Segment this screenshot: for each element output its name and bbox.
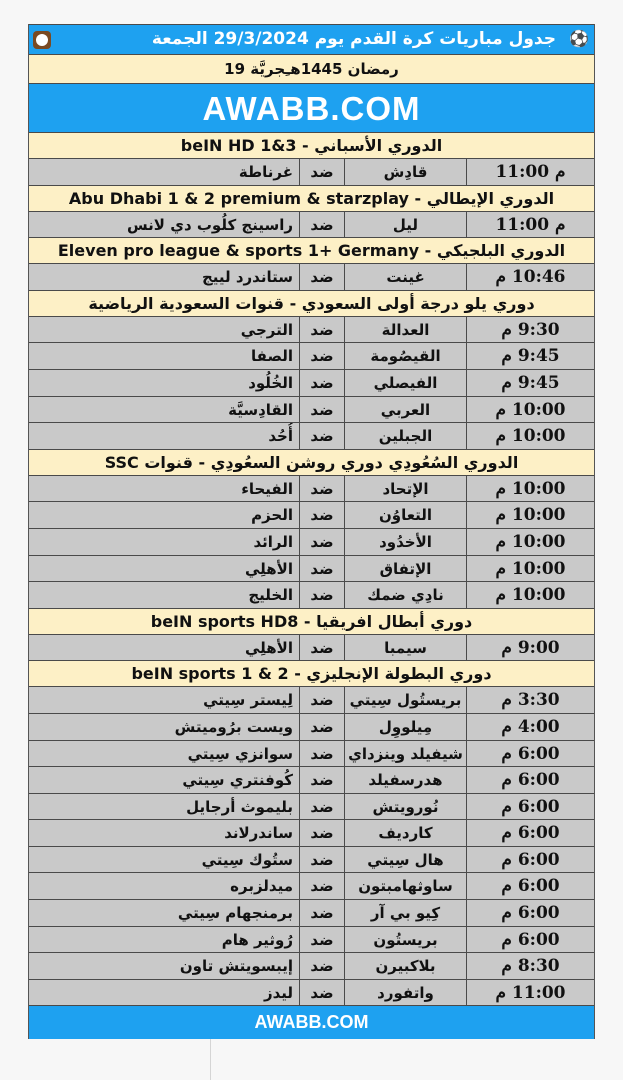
match-row: [29, 847, 594, 874]
home-team: الجبلين: [344, 423, 466, 449]
league-header: الدوري الأسباني - beIN HD 1&3: [29, 133, 594, 159]
away-team: ساندرلاند: [224, 824, 293, 843]
away-team: كُوفنتري سِيتي: [182, 771, 293, 790]
home-team: الإتحاد: [344, 476, 466, 502]
schedule-sections: [29, 133, 594, 1006]
home-team: شيفيلد وينزداي: [344, 741, 466, 767]
away-team: الصفا: [251, 347, 293, 366]
match-row: [29, 212, 594, 239]
league-header: دوري أبطال افريقيا - beIN sports HD8: [29, 609, 594, 635]
away-team: غرناطة: [238, 163, 293, 181]
home-team: نُورويتش: [344, 794, 466, 820]
away-team: الأهلِي: [244, 559, 293, 578]
title-banner: [29, 24, 594, 55]
match-time: 10:46 م: [466, 264, 594, 290]
versus-label: ضد: [299, 741, 344, 767]
match-row: [29, 159, 594, 186]
away-team: ويست برُوميتش: [174, 717, 293, 736]
match-time: 6:00 م: [466, 820, 594, 846]
versus-label: ضد: [299, 953, 344, 979]
match-row: [29, 873, 594, 900]
match-row: [29, 370, 594, 397]
away-team: راسينج كلُوب دي لانس: [126, 215, 293, 234]
league-header: دوري البطولة الإنجليزي - beIN sports 1 & 2: [29, 661, 594, 687]
versus-label: ضد: [299, 794, 344, 820]
home-team: التعاوُن: [344, 502, 466, 528]
away-team: ليدز: [263, 983, 293, 1002]
match-row: [29, 582, 594, 609]
match-row: [29, 767, 594, 794]
versus-label: ضد: [299, 502, 344, 528]
match-time: 6:00 م: [466, 741, 594, 767]
footer-brand[interactable]: AWABB.COM: [29, 1006, 594, 1039]
home-team: بلاكبيرن: [344, 953, 466, 979]
home-team: الفيصلي: [344, 370, 466, 396]
away-team: برمنجهام سِيتي: [177, 904, 293, 923]
match-row: [29, 556, 594, 583]
versus-label: ضد: [299, 980, 344, 1006]
away-team: بليموث أرجايل: [186, 797, 293, 816]
league-header: دوري يلو درجة أولى السعودي - قنوات السعودية الرياضية: [29, 291, 594, 317]
home-team: القيصُومة: [344, 343, 466, 369]
schedule-sheet: [28, 24, 595, 1039]
match-time: 6:00 م: [466, 927, 594, 953]
home-team: نادِي ضمك: [344, 582, 466, 608]
versus-label: ضد: [299, 687, 344, 713]
match-time: 6:00 م: [466, 873, 594, 899]
versus-label: ضد: [299, 397, 344, 423]
away-team: الأهلِي: [244, 638, 293, 657]
match-row: [29, 476, 594, 503]
match-time: 10:00 م: [466, 423, 594, 449]
brand-banner[interactable]: AWABB.COM: [29, 84, 594, 133]
match-row: [29, 820, 594, 847]
home-team: واتفورد: [344, 980, 466, 1006]
away-team: الرائد: [253, 532, 293, 551]
home-team: العربي: [344, 397, 466, 423]
away-team: القادِسيَّة: [228, 400, 293, 419]
match-time: 9:45 م: [466, 370, 594, 396]
away-team: أُحُد: [268, 427, 293, 446]
versus-label: ضد: [299, 476, 344, 502]
hijri-date: 19 رمضان 1445هـِجريَّة: [29, 55, 594, 84]
away-team: الحزم: [251, 506, 293, 525]
versus-label: ضد: [299, 212, 344, 238]
league-header: الدوري البلجيكي - Eleven pro league & sports 1+ Germany: [29, 238, 594, 264]
away-team: ستُوك سِيتي: [201, 850, 293, 869]
match-row: [29, 714, 594, 741]
home-team: بريستُون: [344, 927, 466, 953]
match-time: 8:30 م: [466, 953, 594, 979]
match-row: [29, 927, 594, 954]
versus-label: ضد: [299, 635, 344, 661]
match-time: 11:00 م: [466, 980, 594, 1006]
page-title: جدول مباريات كرة القدم يوم 29/3/2024 الجمعة: [151, 29, 556, 49]
away-team: ستاندرد لييج: [201, 268, 293, 287]
home-team: كِيو بي آر: [344, 900, 466, 926]
away-team: سوانزي سِيتي: [187, 744, 293, 763]
versus-label: ضد: [299, 343, 344, 369]
away-team: الخُلُود: [248, 373, 293, 392]
home-team: كارديف: [344, 820, 466, 846]
home-team: الإتفاق: [344, 556, 466, 582]
home-team: قادِش: [344, 159, 466, 185]
match-time: 3:30 م: [466, 687, 594, 713]
match-row: [29, 423, 594, 450]
away-team: ميدلزبره: [230, 877, 293, 896]
versus-label: ضد: [299, 582, 344, 608]
home-team: مِيلووِل: [344, 714, 466, 740]
versus-label: ضد: [299, 556, 344, 582]
versus-label: ضد: [299, 847, 344, 873]
match-row: [29, 900, 594, 927]
home-team: الأخدُود: [344, 529, 466, 555]
away-team: الفيحاء: [241, 479, 293, 498]
match-time: 9:30 م: [466, 317, 594, 343]
match-row: [29, 317, 594, 344]
home-team: هدرسفيلد: [344, 767, 466, 793]
match-time: 6:00 م: [466, 794, 594, 820]
match-row: [29, 980, 594, 1007]
match-row: [29, 343, 594, 370]
home-team: غينت: [344, 264, 466, 290]
match-row: [29, 741, 594, 768]
league-header: الدوري الإيطالي - Abu Dhabi 1 & 2 premium & starzplay: [29, 186, 594, 212]
away-team: الخليج: [248, 586, 293, 605]
home-team: بريستُول سِيتي: [344, 687, 466, 713]
match-time: 6:00 م: [466, 847, 594, 873]
versus-label: ضد: [299, 264, 344, 290]
match-time: 10:00 م: [466, 582, 594, 608]
match-row: [29, 529, 594, 556]
match-time: 9:45 م: [466, 343, 594, 369]
match-time: م 11:00: [466, 159, 594, 185]
home-team: العدالة: [344, 317, 466, 343]
match-time: م 11:00: [466, 212, 594, 238]
match-time: 6:00 م: [466, 900, 594, 926]
away-team: لِيستر سِيتي: [203, 691, 293, 710]
match-time: 10:00 م: [466, 476, 594, 502]
versus-label: ضد: [299, 529, 344, 555]
away-team: إيبسويتش تاون: [179, 957, 293, 976]
soccer-ball-icon: ⚽: [569, 29, 589, 48]
match-time: 9:00 م: [466, 635, 594, 661]
mantel-clock-icon: [33, 31, 51, 49]
versus-label: ضد: [299, 873, 344, 899]
versus-label: ضد: [299, 317, 344, 343]
versus-label: ضد: [299, 423, 344, 449]
match-time: 10:00 م: [466, 556, 594, 582]
home-team: ليل: [344, 212, 466, 238]
match-row: [29, 794, 594, 821]
versus-label: ضد: [299, 370, 344, 396]
match-row: [29, 687, 594, 714]
match-row: [29, 264, 594, 291]
home-team: سيمبا: [344, 635, 466, 661]
match-time: 4:00 م: [466, 714, 594, 740]
versus-label: ضد: [299, 767, 344, 793]
away-team: الترجي: [240, 320, 293, 339]
match-time: 10:00 م: [466, 502, 594, 528]
match-time: 10:00 م: [466, 397, 594, 423]
match-row: [29, 397, 594, 424]
home-team: هال سِيتي: [344, 847, 466, 873]
match-row: [29, 502, 594, 529]
match-time: 6:00 م: [466, 767, 594, 793]
versus-label: ضد: [299, 159, 344, 185]
home-team: ساوثهامبتون: [344, 873, 466, 899]
versus-label: ضد: [299, 714, 344, 740]
match-row: [29, 635, 594, 662]
league-header: الدوري السُعُودِي دوري روشن السعُودِي - قنوات SSC: [29, 450, 594, 476]
match-row: [29, 953, 594, 980]
away-team: رُوثير هام: [221, 930, 293, 949]
versus-label: ضد: [299, 820, 344, 846]
match-time: 10:00 م: [466, 529, 594, 555]
versus-label: ضد: [299, 900, 344, 926]
versus-label: ضد: [299, 927, 344, 953]
